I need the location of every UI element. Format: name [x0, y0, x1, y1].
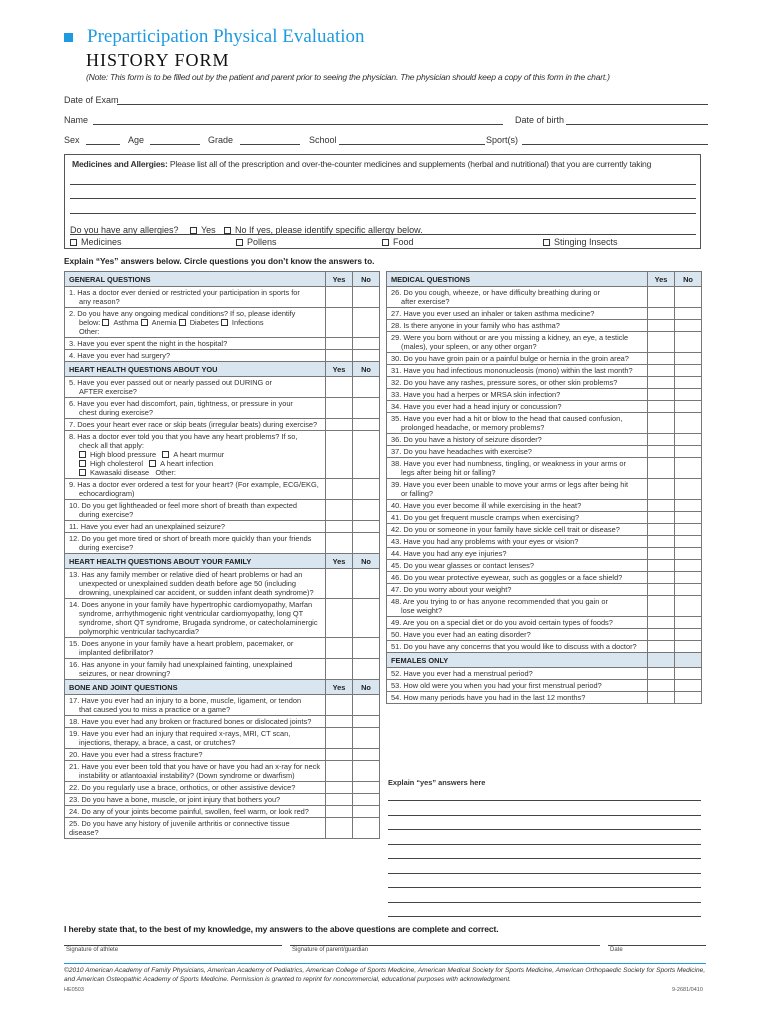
no-col: No	[353, 362, 380, 377]
no-cell[interactable]	[353, 749, 380, 761]
no-cell[interactable]	[353, 479, 380, 500]
question-row: 32. Do you have any rashes, pressure sores, or other skin problems?	[387, 377, 702, 389]
allergy-opt-medicines[interactable]: Medicines	[70, 237, 122, 247]
question-row: 52. Have you ever had a menstrual period?	[387, 668, 702, 680]
date-signature-line[interactable]	[608, 945, 706, 946]
question-row: 7. Does your heart ever race or skip beats (irregular beats) during exercise?	[65, 419, 380, 431]
yes-cell[interactable]	[648, 512, 675, 524]
allergy-no-checkbox[interactable]	[224, 227, 231, 234]
yes-cell[interactable]	[326, 806, 353, 818]
no-cell[interactable]	[675, 536, 702, 548]
yes-cell[interactable]	[326, 377, 353, 398]
yes-cell[interactable]	[326, 716, 353, 728]
question-row: 34. Have you ever had a head injury or concussion?	[387, 401, 702, 413]
parent-signature-label: Signature of parent/guardian	[292, 947, 369, 953]
sex-field[interactable]	[86, 144, 120, 145]
question-row: 18. Have you ever had any broken or fractured bones or dislocated joints?	[65, 716, 380, 728]
yes-cell[interactable]	[648, 500, 675, 512]
yes-col: Yes	[326, 272, 353, 287]
no-cell[interactable]	[675, 596, 702, 617]
no-cell[interactable]	[353, 728, 380, 749]
yes-cell[interactable]	[326, 479, 353, 500]
medicines-checkbox[interactable]	[70, 239, 77, 246]
grade-field[interactable]	[240, 144, 300, 145]
no-cell[interactable]	[675, 365, 702, 377]
question-row: 51. Do you have any concerns that you would like to discuss with a doctor?	[387, 641, 702, 653]
question-row: 27. Have you ever used an inhaler or taken asthma medicine?	[387, 308, 702, 320]
explain-line[interactable]	[388, 844, 701, 845]
heart-header: HEART HEALTH QUESTIONS ABOUT YOU	[65, 362, 326, 377]
no-cell[interactable]	[675, 512, 702, 524]
question-row: 39. Have you ever been unable to move your arms or legs after being hit or falling?	[387, 479, 702, 500]
no-cell[interactable]	[353, 695, 380, 716]
question-row: 37. Do you have headaches with exercise?	[387, 446, 702, 458]
question-row: 16. Has anyone in your family had unexplained fainting, unexplained seizures, or near drowning?	[65, 659, 380, 680]
yes-cell[interactable]	[648, 308, 675, 320]
general-header: GENERAL QUESTIONS	[65, 272, 326, 287]
yes-cell[interactable]	[326, 521, 353, 533]
yes-col: Yes	[326, 680, 353, 695]
yes-cell[interactable]	[648, 596, 675, 617]
no-col: No	[353, 272, 380, 287]
no-cell[interactable]	[675, 572, 702, 584]
yes-col: Yes	[326, 362, 353, 377]
question-row: 38. Have you ever had numbness, tingling, or weakness in your arms or legs after being hit or falling?	[387, 458, 702, 479]
yes-cell[interactable]	[326, 782, 353, 794]
allergy-yes-checkbox[interactable]	[190, 227, 197, 234]
yes-cell[interactable]	[648, 524, 675, 536]
no-cell[interactable]	[675, 479, 702, 500]
no-col: No	[353, 680, 380, 695]
no-cell[interactable]	[353, 308, 380, 338]
right-questions-table	[386, 271, 702, 704]
no-cell[interactable]	[353, 794, 380, 806]
sports-label: Sport(s)	[486, 135, 519, 145]
allergy-opt-pollens[interactable]: Pollens	[236, 237, 277, 247]
question-row: 20. Have you ever had a stress fracture?	[65, 749, 380, 761]
no-cell[interactable]	[675, 287, 702, 308]
question-row: 48. Are you trying to or has anyone recommended that you gain or lose weight?	[387, 596, 702, 617]
yes-cell[interactable]	[648, 332, 675, 353]
question-row: 53. How old were you when you had your first menstrual period?	[387, 680, 702, 692]
no-cell[interactable]	[675, 617, 702, 629]
explain-line[interactable]	[388, 858, 701, 859]
explain-line[interactable]	[388, 800, 701, 801]
question-row: 42. Do you or someone in your family have sickle cell trait or disease?	[387, 524, 702, 536]
question-row: 49. Are you on a special diet or do you avoid certain types of foods?	[387, 617, 702, 629]
footer-code-left: HE0503	[64, 987, 84, 993]
answer-cell[interactable]	[675, 692, 702, 704]
question-row: 29. Were you born without or are you missing a kidney, an eye, a testicle (males), your spleen, or any other organ?	[387, 332, 702, 353]
yes-cell[interactable]	[648, 479, 675, 500]
grade-label: Grade	[208, 135, 234, 145]
no-cell[interactable]	[675, 584, 702, 596]
no-cell[interactable]	[675, 377, 702, 389]
athlete-signature-label: Signature of athlete	[66, 947, 119, 953]
no-cell[interactable]	[353, 350, 380, 362]
question-row: 33. Have you had a herpes or MRSA skin infection?	[387, 389, 702, 401]
parent-signature-line[interactable]	[290, 945, 600, 946]
question-row: 23. Do you have a bone, muscle, or joint injury that bothers you?	[65, 794, 380, 806]
no-cell[interactable]	[353, 377, 380, 398]
explain-yes-title: Explain “yes” answers here	[388, 778, 486, 787]
yes-cell[interactable]	[326, 818, 353, 839]
date-of-birth-label: Date of birth	[515, 115, 565, 125]
no-cell[interactable]	[675, 446, 702, 458]
question-row: 35. Have you ever had a hit or blow to the head that caused confusion, prolonged headache, or memory problems?	[387, 413, 702, 434]
name-field[interactable]	[93, 124, 503, 125]
left-questions-table	[64, 271, 380, 839]
yes-cell[interactable]	[326, 659, 353, 680]
question-row: 17. Have you ever had an injury to a bone, muscle, ligament, or tendon that caused you to miss a practice or a game?	[65, 695, 380, 716]
no-cell[interactable]	[353, 338, 380, 350]
question-row: 40. Have you ever become ill while exercising in the heat?	[387, 500, 702, 512]
no-cell[interactable]	[353, 569, 380, 599]
question-row: 36. Do you have a history of seizure disorder?	[387, 434, 702, 446]
question-row: 14. Does anyone in your family have hypertrophic cardiomyopathy, Marfan syndrome, arrhythmogenic right ventricular cardiomyopathy, long QT syndrome, short QT syndrome, Brugada syndrome, or catecholaminergic polymorphic ventricular tachycardia?	[65, 599, 380, 638]
explain-line[interactable]	[388, 887, 701, 888]
date-of-exam-field[interactable]	[117, 104, 708, 105]
yes-cell[interactable]	[648, 377, 675, 389]
question-row: 44. Have you had any eye injuries?	[387, 548, 702, 560]
explain-line[interactable]	[388, 829, 701, 830]
no-cell[interactable]	[353, 419, 380, 431]
yes-cell[interactable]	[326, 308, 353, 338]
no-cell[interactable]	[353, 761, 380, 782]
no-cell[interactable]	[675, 524, 702, 536]
no-cell[interactable]	[675, 434, 702, 446]
answer-cell[interactable]	[648, 680, 675, 692]
no-cell[interactable]	[675, 548, 702, 560]
yes-cell[interactable]	[648, 641, 675, 653]
no-cell[interactable]	[353, 818, 380, 839]
no-cell[interactable]	[675, 353, 702, 365]
yes-cell[interactable]	[326, 431, 353, 479]
no-cell[interactable]	[675, 560, 702, 572]
food-checkbox[interactable]	[382, 239, 389, 246]
no-col: No	[675, 272, 702, 287]
yes-cell[interactable]	[648, 548, 675, 560]
question-row: 30. Do you have groin pain or a painful bulge or hernia in the groin area?	[387, 353, 702, 365]
yes-cell[interactable]	[326, 350, 353, 362]
copyright: ©2010 American Academy of Family Physicians, American Academy of Pediatrics, American College of Sports Medicine, American Medical Society for Sports Medicine, American Orthopaedic Society for Sports Medicine, and American Osteopathic Academy of Sports Medicine. Permission is granted to reprint for noncommercial, educational purposes with acknowledgment.	[64, 967, 706, 983]
question-row: 4. Have you ever had surgery?	[65, 350, 380, 362]
yes-cell[interactable]	[326, 569, 353, 599]
no-col: No	[353, 554, 380, 569]
question-row: 50. Have you ever had an eating disorder?	[387, 629, 702, 641]
question-row: 21. Have you ever been told that you have or have you had an x-ray for neck instability or atlantoaxial instability? (Down syndrome or dwarfism)	[65, 761, 380, 782]
no-cell[interactable]	[353, 500, 380, 521]
question-row: 5. Have you ever passed out or nearly passed out DURING or AFTER exercise?	[65, 377, 380, 398]
answer-cell[interactable]	[675, 680, 702, 692]
yes-col: Yes	[326, 554, 353, 569]
yes-cell[interactable]	[648, 365, 675, 377]
age-label: Age	[128, 135, 145, 145]
no-cell[interactable]	[675, 500, 702, 512]
question-row: 13. Has any family member or relative died of heart problems or had an unexpected or unexplained sudden death before age 50 (including drowning, unexplained car accident, or sudden infant death syndrome)?	[65, 569, 380, 599]
yes-cell[interactable]	[648, 320, 675, 332]
allergy-opt-insects[interactable]: Stinging Insects	[543, 237, 618, 247]
footer-rule	[64, 963, 706, 964]
school-field[interactable]	[339, 144, 485, 145]
yes-cell[interactable]	[326, 398, 353, 419]
question-row: 19. Have you ever had an injury that required x-rays, MRI, CT scan, injections, therapy, a brace, a cast, or crutches?	[65, 728, 380, 749]
question-row: 9. Has a doctor ever ordered a test for your heart? (For example, ECG/EKG, echocardiogram)	[65, 479, 380, 500]
yes-cell[interactable]	[326, 794, 353, 806]
question-row: 46. Do you wear protective eyewear, such as goggles or a face shield?	[387, 572, 702, 584]
yes-cell[interactable]	[648, 446, 675, 458]
explain-line[interactable]	[388, 916, 701, 917]
yes-cell[interactable]	[648, 458, 675, 479]
question-row: 54. How many periods have you had in the last 12 months?	[387, 692, 702, 704]
yes-cell[interactable]	[326, 338, 353, 350]
no-cell[interactable]	[675, 320, 702, 332]
yes-cell[interactable]	[648, 434, 675, 446]
answer-cell[interactable]	[648, 692, 675, 704]
no-cell[interactable]	[353, 398, 380, 419]
stinging-insects-checkbox[interactable]	[543, 239, 550, 246]
form-subtitle: HISTORY FORM	[86, 50, 230, 70]
form-title: Preparticipation Physical Evaluation	[87, 26, 365, 47]
question-row: 8. Has a doctor ever told you that you have any heart problems? If so, check all that apply: High blood pressure A heart murmur High cholesterol A heart infection Kawasaki disease Other:	[65, 431, 380, 479]
no-cell[interactable]	[675, 668, 702, 680]
yes-cell[interactable]	[648, 353, 675, 365]
yes-cell[interactable]	[648, 629, 675, 641]
bone-header: BONE AND JOINT QUESTIONS	[65, 680, 326, 695]
yes-cell[interactable]	[326, 695, 353, 716]
explain-line[interactable]	[388, 873, 701, 874]
question-row: 43. Have you had any problems with your eyes or vision?	[387, 536, 702, 548]
instructions: Explain “Yes” answers below. Circle questions you don’t know the answers to.	[64, 256, 375, 266]
question-row: 15. Does anyone in your family have a heart problem, pacemaker, or implanted defibrillator?	[65, 638, 380, 659]
no-cell[interactable]	[353, 716, 380, 728]
yes-cell[interactable]	[648, 413, 675, 434]
question-row: 26. Do you cough, wheeze, or have difficulty breathing during or after exercise?	[387, 287, 702, 308]
yes-cell[interactable]	[326, 761, 353, 782]
no-cell[interactable]	[675, 389, 702, 401]
medicines-line-1[interactable]	[70, 184, 696, 185]
yes-cell[interactable]	[326, 287, 353, 308]
question-row: 6. Have you ever had discomfort, pain, tightness, or pressure in your chest during exercise?	[65, 398, 380, 419]
no-cell[interactable]	[675, 401, 702, 413]
yes-cell[interactable]	[648, 584, 675, 596]
school-label: School	[309, 135, 337, 145]
explain-line[interactable]	[388, 815, 701, 816]
medical-header: MEDICAL QUESTIONS	[387, 272, 648, 287]
allergy-no[interactable]: No If yes, please identify specific allergy below.	[224, 225, 423, 235]
no-cell[interactable]	[675, 641, 702, 653]
medicines-line-2[interactable]	[70, 198, 696, 199]
question-row: 22. Do you regularly use a brace, orthotics, or other assistive device?	[65, 782, 380, 794]
no-cell[interactable]	[675, 458, 702, 479]
name-label: Name	[64, 115, 89, 125]
question-row: 1. Has a doctor ever denied or restricted your participation in sports for any reason?	[65, 287, 380, 308]
question-row: 12. Do you get more tired or short of breath more quickly than your friends during exercise?	[65, 533, 380, 554]
yes-cell[interactable]	[326, 533, 353, 554]
medicines-prompt: Medicines and Allergies: Please list all of the prescription and over-the-counter medicines and supplements (herbal and nutritional) that you are currently taking	[72, 159, 652, 169]
yes-cell[interactable]	[648, 617, 675, 629]
sex-label: Sex	[64, 135, 80, 145]
no-cell[interactable]	[353, 521, 380, 533]
no-cell[interactable]	[675, 332, 702, 353]
allergy-question: Do you have any allergies?	[70, 225, 179, 235]
question-row: 10. Do you get lightheaded or feel more short of breath than expected during exercise?	[65, 500, 380, 521]
age-field[interactable]	[150, 144, 200, 145]
form-note: (Note: This form is to be filled out by the patient and parent prior to seeing the physician. The physician should keep a copy of this form in the chart.)	[86, 72, 610, 82]
no-cell[interactable]	[353, 599, 380, 638]
no-cell[interactable]	[353, 431, 380, 479]
no-cell[interactable]	[675, 629, 702, 641]
yes-cell[interactable]	[326, 500, 353, 521]
explain-line[interactable]	[388, 902, 701, 903]
no-cell[interactable]	[353, 806, 380, 818]
question-row: 11. Have you ever had an unexplained seizure?	[65, 521, 380, 533]
yes-col: Yes	[648, 272, 675, 287]
question-row: 47. Do you worry about your weight?	[387, 584, 702, 596]
yes-cell[interactable]	[326, 419, 353, 431]
yes-cell[interactable]	[326, 728, 353, 749]
pollens-checkbox[interactable]	[236, 239, 243, 246]
yes-cell[interactable]	[648, 287, 675, 308]
sports-field[interactable]	[522, 144, 708, 145]
attestation-statement: I hereby state that, to the best of my knowledge, my answers to the above questions are complete and correct.	[64, 924, 499, 934]
footer-code-right: 9-2681/0410	[672, 987, 703, 993]
title-bullet	[64, 33, 73, 42]
question-row: 31. Have you had infectious mononucleosis (mono) within the last month?	[387, 365, 702, 377]
yes-cell[interactable]	[326, 638, 353, 659]
no-cell[interactable]	[353, 533, 380, 554]
yes-cell[interactable]	[648, 668, 675, 680]
allergy-line[interactable]	[70, 234, 696, 235]
date-of-birth-field[interactable]	[566, 124, 708, 125]
no-cell[interactable]	[675, 308, 702, 320]
question-row: 24. Do any of your joints become painful, swollen, feel warm, or look red?	[65, 806, 380, 818]
no-cell[interactable]	[353, 287, 380, 308]
header	[64, 26, 365, 48]
no-cell[interactable]	[353, 638, 380, 659]
allergy-opt-food[interactable]: Food	[382, 237, 414, 247]
question-row: 41. Do you get frequent muscle cramps when exercising?	[387, 512, 702, 524]
question-row: 45. Do you wear glasses or contact lenses?	[387, 560, 702, 572]
yes-cell[interactable]	[648, 401, 675, 413]
date-of-exam-label: Date of Exam	[64, 95, 119, 105]
females-header: FEMALES ONLY	[387, 653, 648, 668]
date-signature-label: Date	[610, 947, 623, 953]
question-row: 28. Is there anyone in your family who has asthma?	[387, 320, 702, 332]
question-row: 25. Do you have any history of juvenile arthritis or connective tissue disease?	[65, 818, 380, 839]
yes-cell[interactable]	[648, 536, 675, 548]
question-row: 3. Have you ever spent the night in the hospital?	[65, 338, 380, 350]
yes-cell[interactable]	[648, 389, 675, 401]
athlete-signature-line[interactable]	[64, 945, 282, 946]
medicines-line-3[interactable]	[70, 213, 696, 214]
no-cell[interactable]	[353, 782, 380, 794]
yes-cell[interactable]	[326, 749, 353, 761]
allergy-yes[interactable]: Yes	[190, 225, 216, 235]
yes-cell[interactable]	[648, 572, 675, 584]
yes-cell[interactable]	[326, 599, 353, 638]
question-row: 2. Do you have any ongoing medical conditions? If so, please identify below: Asthma Anemia Diabetes Infections Other:	[65, 308, 380, 338]
no-cell[interactable]	[675, 413, 702, 434]
yes-cell[interactable]	[648, 560, 675, 572]
no-cell[interactable]	[353, 659, 380, 680]
family-header: HEART HEALTH QUESTIONS ABOUT YOUR FAMILY	[65, 554, 326, 569]
